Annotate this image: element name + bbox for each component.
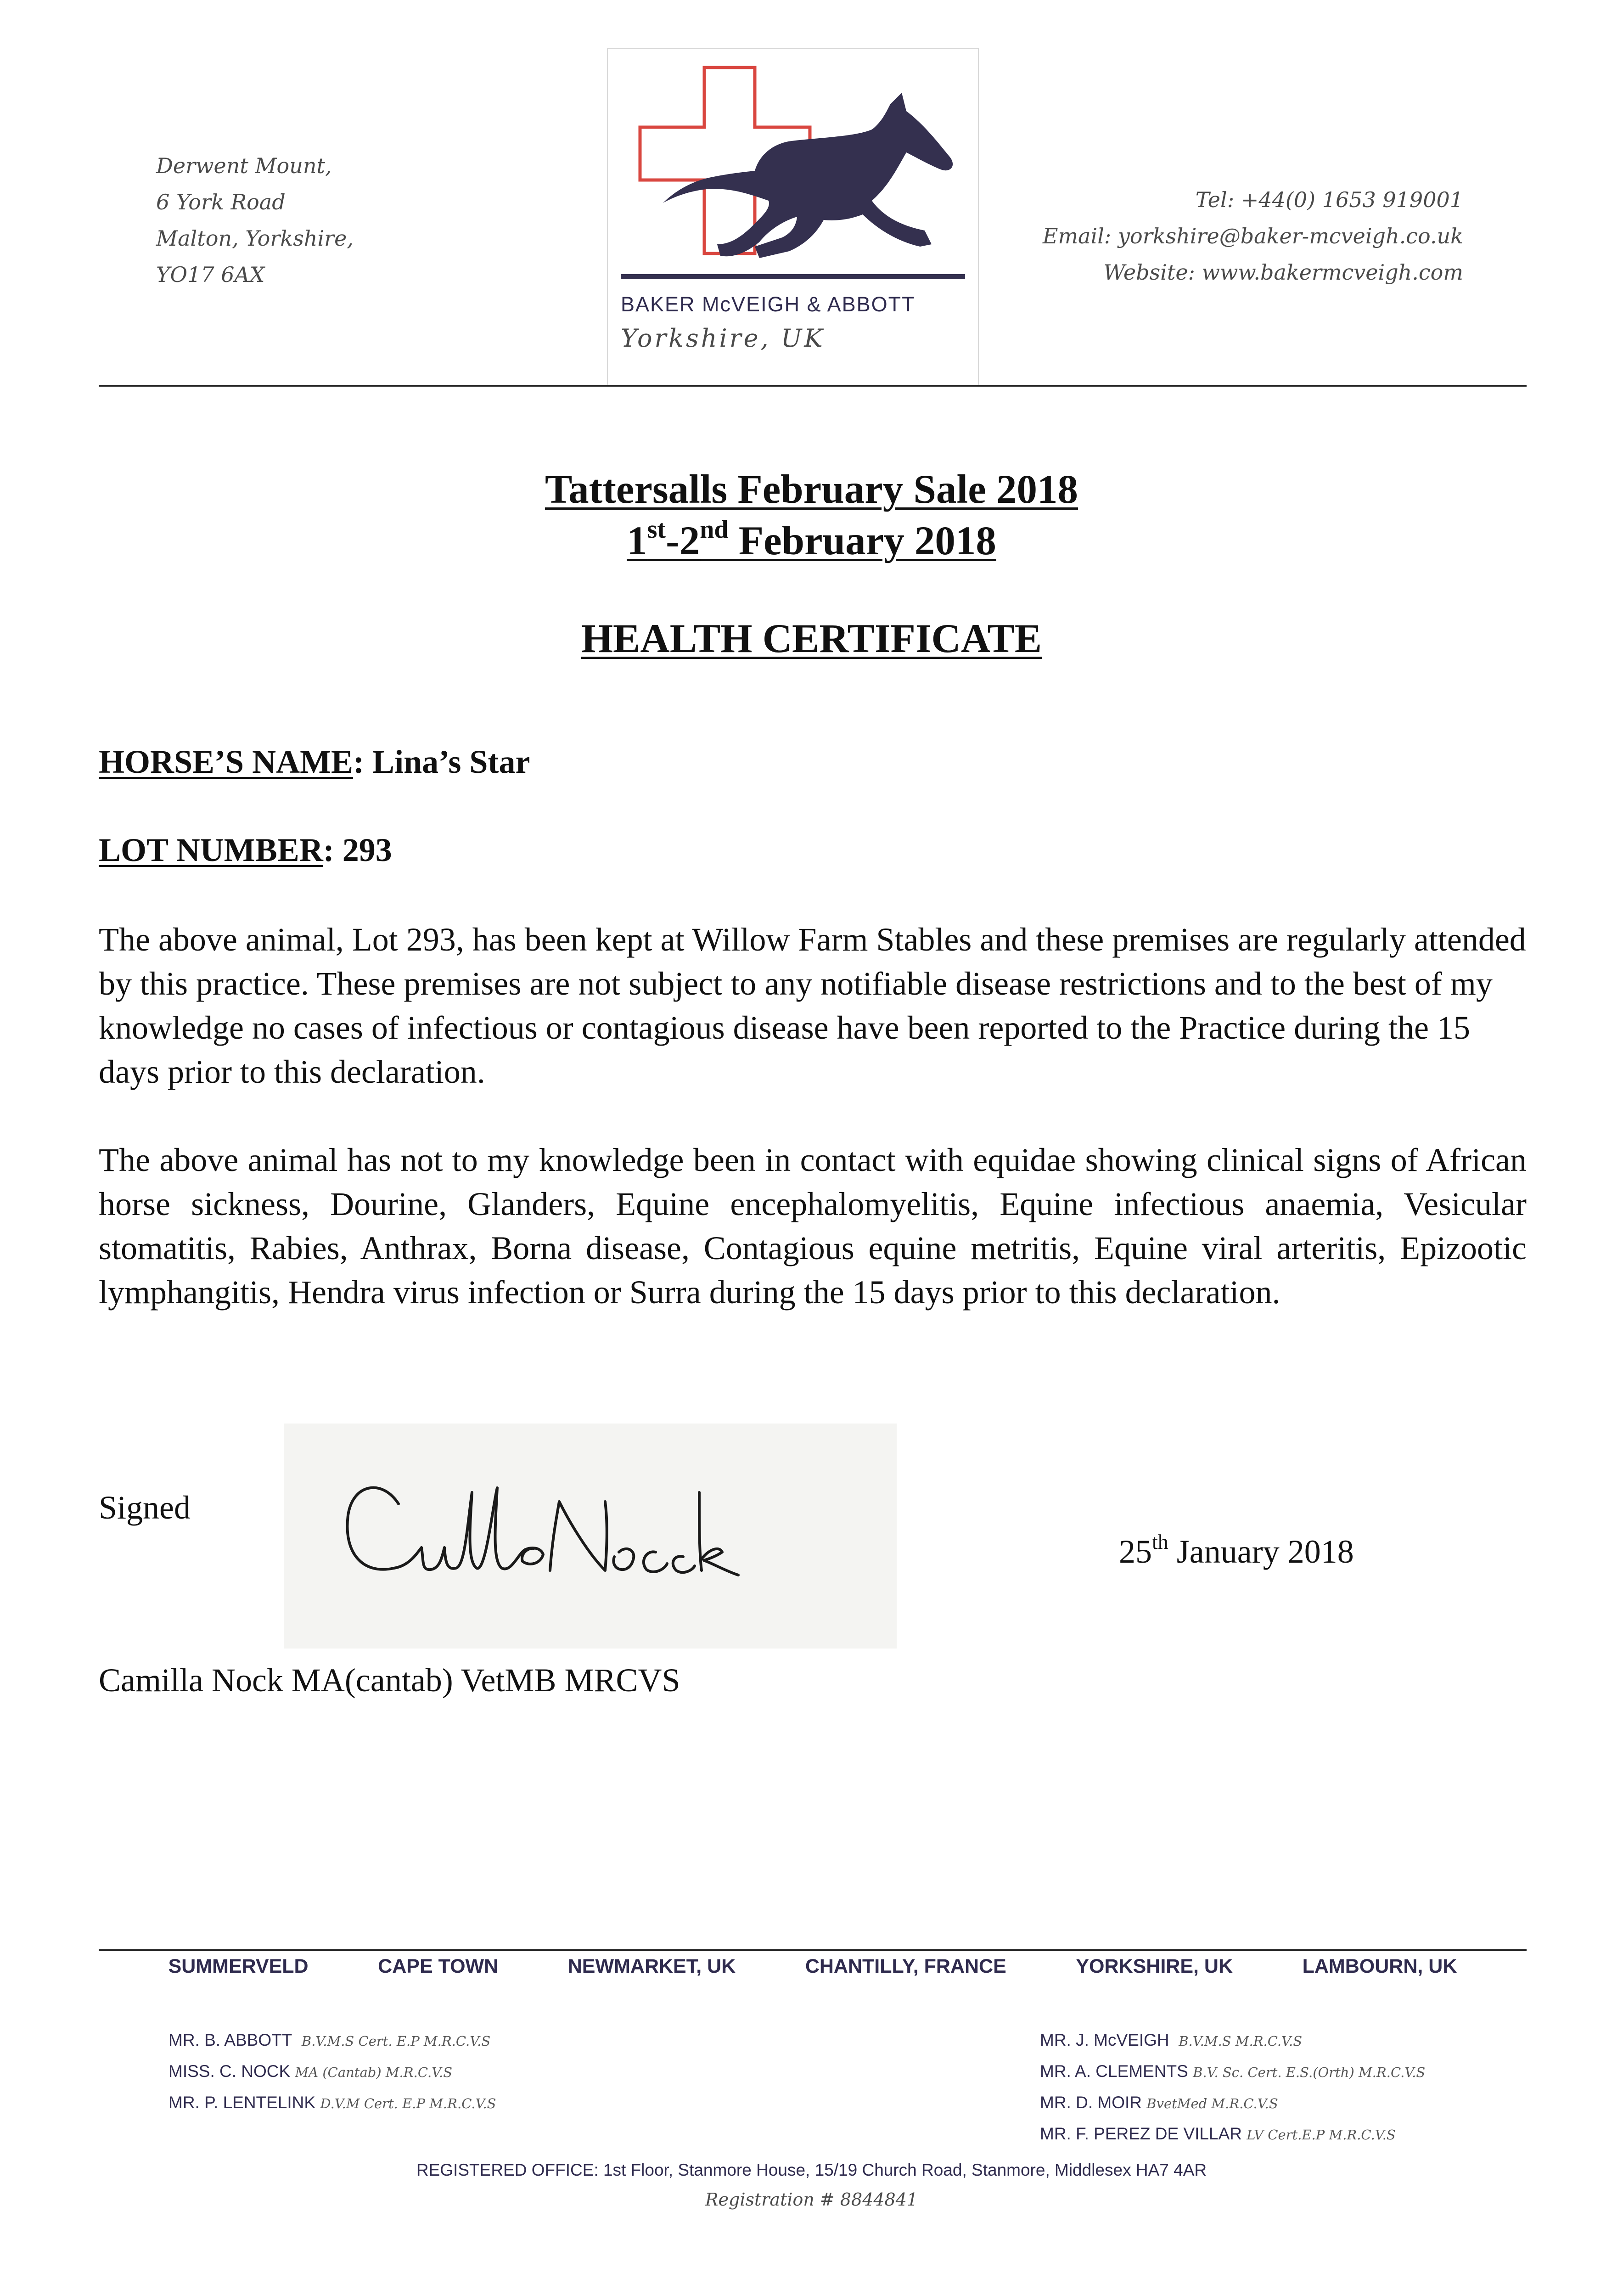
partner-name: MR. D. MOIR (1040, 2093, 1142, 2112)
practice-logo (607, 48, 979, 386)
partner-entry (1040, 2025, 1591, 2056)
partner-name: MR. P. LENTELINK (168, 2093, 316, 2112)
address-line: YO17 6AX (156, 262, 265, 287)
horse-name-label: HORSE’S NAME (99, 743, 354, 780)
partner-entry (1040, 2119, 1591, 2150)
partner-entry (168, 2056, 765, 2088)
horse-name-field (99, 743, 530, 781)
partner-entry (168, 2025, 765, 2056)
partner-name: MR. F. PEREZ DE VILLAR (1040, 2124, 1242, 2143)
partner-entry (1040, 2056, 1591, 2088)
address-line: 6 York Road (156, 190, 286, 214)
sale-date-end-suffix: nd (700, 515, 729, 544)
address-line: Derwent Mount, (156, 153, 332, 178)
contact-website: Website: www.bakermcveigh.com (1103, 260, 1463, 285)
contact-phone: Tel: +44(0) 1653 919001 (1195, 187, 1463, 212)
signature-date (1119, 1530, 1354, 1571)
partners-list-left (168, 2025, 765, 2119)
signatory-name: Camilla Nock MA(cantab) VetMB MRCVS (99, 1662, 680, 1699)
partners-list-right (1040, 2025, 1591, 2150)
partner-qualifications: D.V.M Cert. E.P M.R.C.V.S (320, 2096, 496, 2111)
office-location: SUMMERVELD (168, 1955, 309, 1977)
registration-number: Registration # 8844841 (705, 2189, 918, 2210)
office-location: YORKSHIRE, UK (1076, 1955, 1233, 1977)
signature-date-day: 25 (1119, 1533, 1152, 1570)
partner-entry (168, 2088, 765, 2119)
address-line: Malton, Yorkshire, (156, 226, 354, 251)
office-location: CHANTILLY, FRANCE (805, 1955, 1006, 1977)
sale-dates (627, 515, 996, 563)
partner-qualifications: LV Cert.E.P M.R.C.V.S (1247, 2127, 1396, 2143)
partner-name: MR. B. ABBOTT (168, 2031, 292, 2049)
handwritten-signature (284, 1424, 897, 1649)
partner-name: MISS. C. NOCK (168, 2062, 291, 2081)
sale-date-month: February 2018 (728, 518, 996, 563)
sale-title-block (0, 464, 1623, 567)
lot-number-label: LOT NUMBER (99, 832, 323, 868)
partner-name: MR. A. CLEMENTS (1040, 2062, 1188, 2081)
header-divider (99, 385, 1527, 387)
contact-email: Email: yorkshire@baker-mcveigh.co.uk (1042, 224, 1463, 248)
office-location: LAMBOURN, UK (1302, 1955, 1457, 1977)
certificate-title-text: HEALTH CERTIFICATE (581, 616, 1042, 661)
partner-qualifications: B.V. Sc. Cert. E.S.(Orth) M.R.C.V.S (1193, 2065, 1426, 2080)
signature-date-suffix: th (1152, 1530, 1168, 1553)
partner-entry (1040, 2088, 1591, 2119)
logo-practice-name: BAKER McVEIGH & ABBOTT (621, 293, 915, 316)
signed-label: Signed (99, 1489, 191, 1526)
signature-date-rest: January 2018 (1168, 1533, 1354, 1570)
practice-address (156, 148, 477, 293)
lot-number-field (99, 831, 392, 869)
declaration-paragraph-diseases: The above animal has not to my knowledge been in contact with equidae showing clinical signs of African horse sickness, Dourine, Glanders, Equine encephalomyelitis, Equine infectious anaemia, Vesicular stomatitis, Rabies, Anthrax, Borna disease, Contagious equine metritis, Equine viral arteritis, Epizootic lymphangitis, Hendra virus infection or Surra during the 15 days prior to this declaration. (99, 1142, 1527, 1311)
footer-divider (99, 1949, 1527, 1951)
partner-qualifications: B.V.M.S Cert. E.P M.R.C.V.S (301, 2033, 491, 2049)
office-locations (99, 1955, 1527, 1983)
sale-date-end: -2 (666, 518, 700, 563)
signature-icon (284, 1424, 897, 1649)
sale-title: Tattersalls February Sale 2018 (545, 467, 1078, 512)
registered-office: REGISTERED OFFICE: 1st Floor, Stanmore House, 15/19 Church Road, Stanmore, Middlesex HA7 4AR (416, 2161, 1207, 2179)
certificate-title (0, 615, 1623, 662)
declaration-paragraph-premises: The above animal, Lot 293, has been kept at Willow Farm Stables and these premises are regularly attended by this practice. These premises are not subject to any notifiable disease restrictions and to the best of my knowledge no cases of infectious or contagious disease have been reported to the Practice during the 15 days prior to this declaration. (99, 921, 1526, 1090)
practice-contact (1004, 182, 1463, 291)
sale-date-start: 1 (627, 518, 647, 563)
partner-qualifications: MA (Cantab) M.R.C.V.S (295, 2065, 453, 2080)
partner-qualifications: B.V.M.S M.R.C.V.S (1179, 2033, 1303, 2049)
partner-qualifications: BvetMed M.R.C.V.S (1146, 2096, 1278, 2111)
logo-practice-place: Yorkshire, UK (621, 324, 825, 353)
horse-name-value: : Lina’s Star (353, 743, 530, 780)
lot-number-value: : 293 (323, 832, 392, 868)
office-location: NEWMARKET, UK (567, 1955, 736, 1977)
sale-date-start-suffix: st (647, 515, 666, 544)
partner-name: MR. J. McVEIGH (1040, 2031, 1169, 2049)
office-location: CAPE TOWN (378, 1955, 499, 1977)
